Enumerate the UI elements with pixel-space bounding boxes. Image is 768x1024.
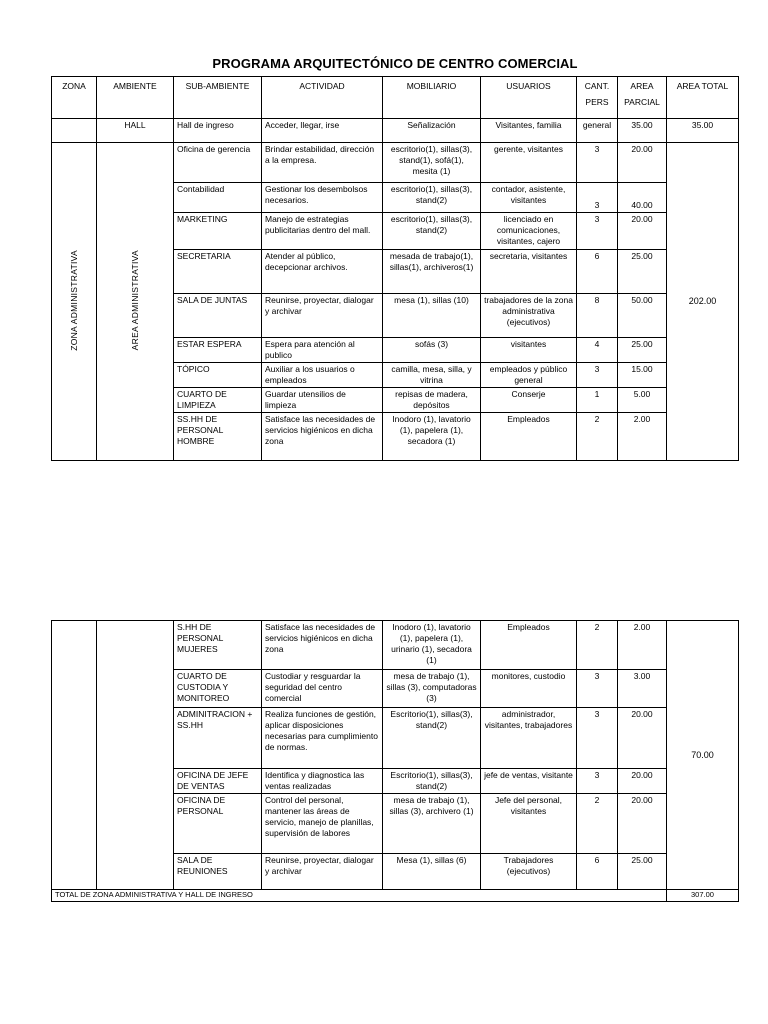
cant-cell: 2: [577, 621, 618, 670]
cant-cell: 8: [577, 294, 618, 338]
area-parcial-cell: 25.00: [618, 338, 667, 363]
sub-ambiente-cell: S.HH DE PERSONAL MUJERES: [174, 621, 262, 670]
hall-sub-ambiente: Hall de ingreso: [174, 119, 262, 143]
area-parcial-cell: 20.00: [618, 794, 667, 854]
usuarios-cell: Empleados: [481, 413, 577, 461]
cant-cell: 6: [577, 250, 618, 294]
actividad-cell: Atender al público, decepcionar archivos.: [262, 250, 383, 294]
usuarios-cell: gerente, visitantes: [481, 143, 577, 183]
actividad-cell: Guardar utensilios de limpieza: [262, 388, 383, 413]
mobiliario-cell: mesa (1), sillas (10): [383, 294, 481, 338]
sub-ambiente-cell: CUARTO DE CUSTODIA Y MONITOREO: [174, 670, 262, 708]
ambiente-cell: [97, 143, 174, 461]
sub-ambiente-cell: TÓPICO: [174, 363, 262, 388]
table-row: [52, 143, 739, 183]
cant-cell: 3: [577, 213, 618, 250]
program-table-page-1: [51, 76, 739, 461]
area-parcial-cell: 20.00: [618, 213, 667, 250]
hall-row: [52, 119, 739, 143]
area-parcial-cell: 20.00: [618, 769, 667, 794]
area-parcial-cell: 40.00: [618, 183, 667, 213]
header-row: [52, 77, 739, 119]
actividad-cell: Identifica y diagnostica las ventas realizadas: [262, 769, 383, 794]
actividad-cell: Control del personal, mantener las áreas de servicio, manejo de planillas, supervisión de labores: [262, 794, 383, 854]
mobiliario-cell: repisas de madera, depósitos: [383, 388, 481, 413]
hall-mobiliario: Señalización: [383, 119, 481, 143]
header-mobiliario: MOBILIARIO: [383, 77, 481, 119]
mobiliario-cell: escritorio(1), sillas(3), stand(2): [383, 183, 481, 213]
mobiliario-cell: escritorio(1), sillas(3), stand(1), sofá(1), mesita (1): [383, 143, 481, 183]
header-area-line1: AREA: [630, 81, 654, 91]
header-cant-line1: CANT.: [584, 81, 610, 91]
actividad-cell: Reunirse, proyectar, dialogar y archivar: [262, 854, 383, 890]
area-parcial-cell: 25.00: [618, 250, 667, 294]
hall-area-parcial: 35.00: [618, 119, 667, 143]
program-table-page-2: [51, 620, 739, 902]
area-parcial-cell: 25.00: [618, 854, 667, 890]
mobiliario-cell: Inodoro (1), lavatorio (1), papelera (1), urinario (1), secadora (1): [383, 621, 481, 670]
header-area-parcial: [618, 77, 667, 119]
usuarios-cell: administrador, visitantes, trabajadores: [481, 708, 577, 769]
area-parcial-cell: 15.00: [618, 363, 667, 388]
usuarios-cell: secretaria, visitantes: [481, 250, 577, 294]
mobiliario-cell: Escritorio(1), sillas(3), stand(2): [383, 708, 481, 769]
header-area-line2: PARCIAL: [624, 97, 660, 107]
mobiliario-cell: escritorio(1), sillas(3), stand(2): [383, 213, 481, 250]
cant-cell: 3: [577, 708, 618, 769]
usuarios-cell: empleados y público general: [481, 363, 577, 388]
sub-ambiente-cell: ESTAR ESPERA: [174, 338, 262, 363]
actividad-cell: Satisface las necesidades de servicios higiénicos en dicha zona: [262, 621, 383, 670]
sub-ambiente-cell: OFICINA DE JEFE DE VENTAS: [174, 769, 262, 794]
hall-cant: general: [577, 119, 618, 143]
usuarios-cell: Empleados: [481, 621, 577, 670]
header-usuarios: USUARIOS: [481, 77, 577, 119]
cant-cell: 4: [577, 338, 618, 363]
sub-ambiente-cell: CUARTO DE LIMPIEZA: [174, 388, 262, 413]
usuarios-cell: jefe de ventas, visitante: [481, 769, 577, 794]
header-ambiente: AMBIENTE: [97, 77, 174, 119]
sub-ambiente-cell: SALA DE JUNTAS: [174, 294, 262, 338]
cant-cell: 3: [577, 769, 618, 794]
area-parcial-cell: 3.00: [618, 670, 667, 708]
cant-cell: 2: [577, 413, 618, 461]
area-parcial-cell: 2.00: [618, 621, 667, 670]
grand-total-label: TOTAL DE ZONA ADMINISTRATIVA Y HALL DE INGRESO: [52, 890, 667, 902]
hall-usuarios: Visitantes, familia: [481, 119, 577, 143]
usuarios-cell: monitores, custodio: [481, 670, 577, 708]
usuarios-cell: Conserje: [481, 388, 577, 413]
usuarios-cell: Jefe del personal, visitantes: [481, 794, 577, 854]
header-actividad: ACTIVIDAD: [262, 77, 383, 119]
sub-ambiente-cell: OFICINA DE PERSONAL: [174, 794, 262, 854]
area-total-cell: 202.00: [667, 143, 739, 461]
area-parcial-cell: 20.00: [618, 143, 667, 183]
usuarios-cell: visitantes: [481, 338, 577, 363]
cant-cell: 2: [577, 794, 618, 854]
actividad-cell: Realiza funciones de gestión, aplicar disposiciones necesarias para cumplimiento de normas.: [262, 708, 383, 769]
zona-cell: [52, 143, 97, 461]
area-parcial-cell: 2.00: [618, 413, 667, 461]
header-zona: ZONA: [52, 77, 97, 119]
cant-cell: 1: [577, 388, 618, 413]
cant-cell: 3: [577, 670, 618, 708]
mobiliario-cell: sofás (3): [383, 338, 481, 363]
usuarios-cell: Trabajadores (ejecutivos): [481, 854, 577, 890]
sub-ambiente-cell: ADMINITRACION + SS.HH: [174, 708, 262, 769]
usuarios-cell: trabajadores de la zona administrativa (ejecutivos): [481, 294, 577, 338]
mobiliario-cell: mesada de trabajo(1), sillas(1), archiveros(1): [383, 250, 481, 294]
area-parcial-cell: 20.00: [618, 708, 667, 769]
sub-ambiente-cell: SS.HH DE PERSONAL HOMBRE: [174, 413, 262, 461]
zona-label: ZONA ADMINISTRATIVA: [68, 249, 79, 351]
cant-cell: 3: [577, 143, 618, 183]
area-parcial-cell: 5.00: [618, 388, 667, 413]
mobiliario-cell: Escritorio(1), sillas(3), stand(2): [383, 769, 481, 794]
grand-total-row: [52, 890, 739, 902]
hall-actividad: Acceder, llegar, irse: [262, 119, 383, 143]
header-area-total: AREA TOTAL: [667, 77, 739, 119]
sub-ambiente-cell: Contabilidad: [174, 183, 262, 213]
usuarios-cell: contador, asistente, visitantes: [481, 183, 577, 213]
document-title: PROGRAMA ARQUITECTÓNICO DE CENTRO COMERCIAL: [212, 56, 578, 71]
sub-ambiente-cell: SECRETARIA: [174, 250, 262, 294]
mobiliario-cell: Inodoro (1), lavatorio (1), papelera (1), secadora (1): [383, 413, 481, 461]
actividad-cell: Brindar estabilidad, dirección a la empresa.: [262, 143, 383, 183]
mobiliario-cell: mesa de trabajo (1), sillas (3), computadoras (3): [383, 670, 481, 708]
actividad-cell: Auxiliar a los usuarios o empleados: [262, 363, 383, 388]
sub-ambiente-cell: MARKETING: [174, 213, 262, 250]
ambiente-cell-empty: [97, 621, 174, 890]
actividad-cell: Gestionar los desembolsos necesarios.: [262, 183, 383, 213]
sub-ambiente-cell: Oficina de gerencia: [174, 143, 262, 183]
hall-area-total: 35.00: [667, 119, 739, 143]
sub-ambiente-cell: SALA DE REUNIONES: [174, 854, 262, 890]
hall-ambiente: HALL: [97, 119, 174, 143]
header-cant-line2: PERS: [585, 97, 609, 107]
actividad-cell: Custodiar y resguardar la seguridad del centro comercial: [262, 670, 383, 708]
actividad-cell: Manejo de estrategias publicitarias dentro del mall.: [262, 213, 383, 250]
area-total-cell: 70.00: [667, 621, 739, 890]
actividad-cell: Espera para atención al publico: [262, 338, 383, 363]
cant-cell: 6: [577, 854, 618, 890]
cant-cell: 3: [577, 363, 618, 388]
mobiliario-cell: mesa de trabajo (1), sillas (3), archivero (1): [383, 794, 481, 854]
usuarios-cell: licenciado en comunicaciones, visitantes, cajero: [481, 213, 577, 250]
cant-cell: 3: [577, 183, 618, 213]
grand-total-value: 307.00: [667, 890, 739, 902]
table-row: [52, 621, 739, 670]
ambiente-label: AREA ADMINISTRATIVA: [129, 249, 140, 351]
actividad-cell: Reunirse, proyectar, dialogar y archivar: [262, 294, 383, 338]
mobiliario-cell: camilla, mesa, silla, y vitrina: [383, 363, 481, 388]
header-sub-ambiente: SUB-AMBIENTE: [174, 77, 262, 119]
actividad-cell: Satisface las necesidades de servicios higiénicos en dicha zona: [262, 413, 383, 461]
header-cant-pers: [577, 77, 618, 119]
mobiliario-cell: Mesa (1), sillas (6): [383, 854, 481, 890]
zona-cell-empty: [52, 621, 97, 890]
area-parcial-cell: 50.00: [618, 294, 667, 338]
hall-zona-empty: [52, 119, 97, 143]
